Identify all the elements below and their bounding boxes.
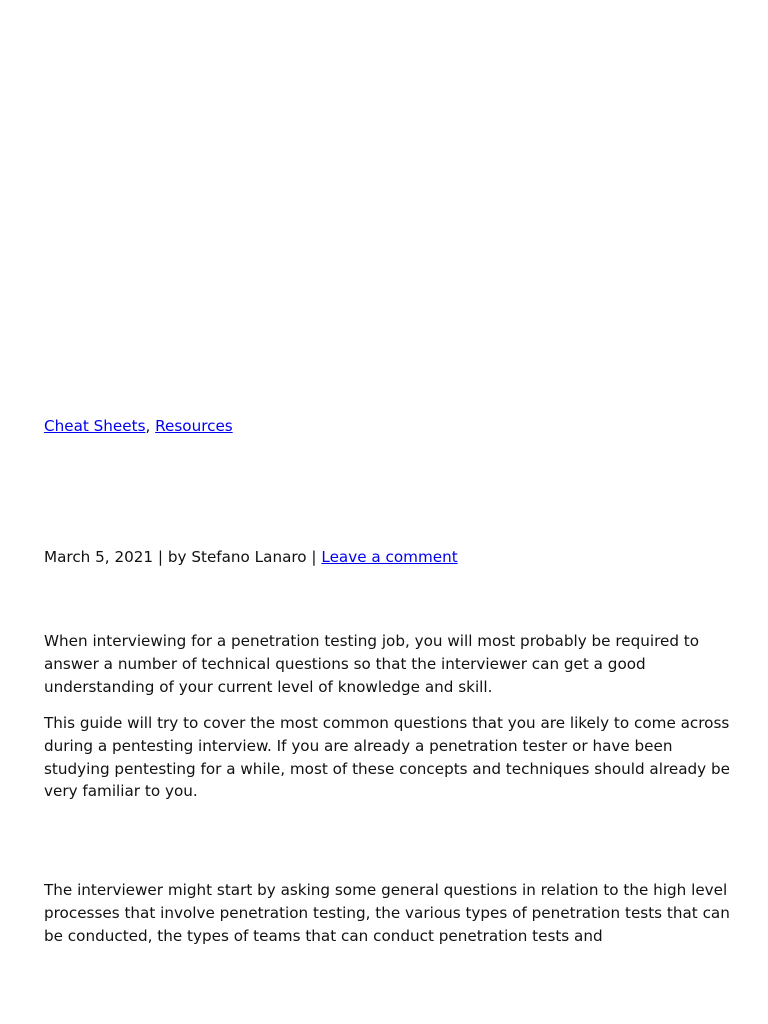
article-paragraph: When interviewing for a penetration testing job, you will most probably be required to answer a number of technical questions so that the interviewer can get a good understanding of your current level of knowledge and skill. — [44, 632, 700, 696]
author-prefix: by — [167, 548, 192, 566]
meta-separator: | — [306, 548, 322, 566]
post-categories — [44, 415, 233, 438]
post-author: Stefano Lanaro — [191, 548, 307, 566]
category-link-cheat-sheets[interactable]: Cheat Sheets — [44, 417, 146, 435]
meta-separator: | — [153, 548, 168, 566]
post-meta — [44, 546, 458, 569]
leave-comment-link[interactable]: Leave a comment — [321, 548, 458, 566]
article-paragraph: The interviewer might start by asking some general questions in relation to the high level processes that involve penetration testing, the various types of penetration tests that can be conducted, the types of teams that can conduct penetration tests and — [44, 881, 730, 945]
category-link-resources[interactable]: Resources — [155, 417, 233, 435]
article-paragraph: This guide will try to cover the most common questions that you are likely to come across during a pentesting interview. If you are already a penetration tester or have been studying pentesting for a while, most of these concepts and techniques should already be very familiar to you. — [44, 714, 730, 801]
category-separator: , — [145, 417, 156, 435]
post-date: March 5, 2021 — [44, 548, 154, 566]
